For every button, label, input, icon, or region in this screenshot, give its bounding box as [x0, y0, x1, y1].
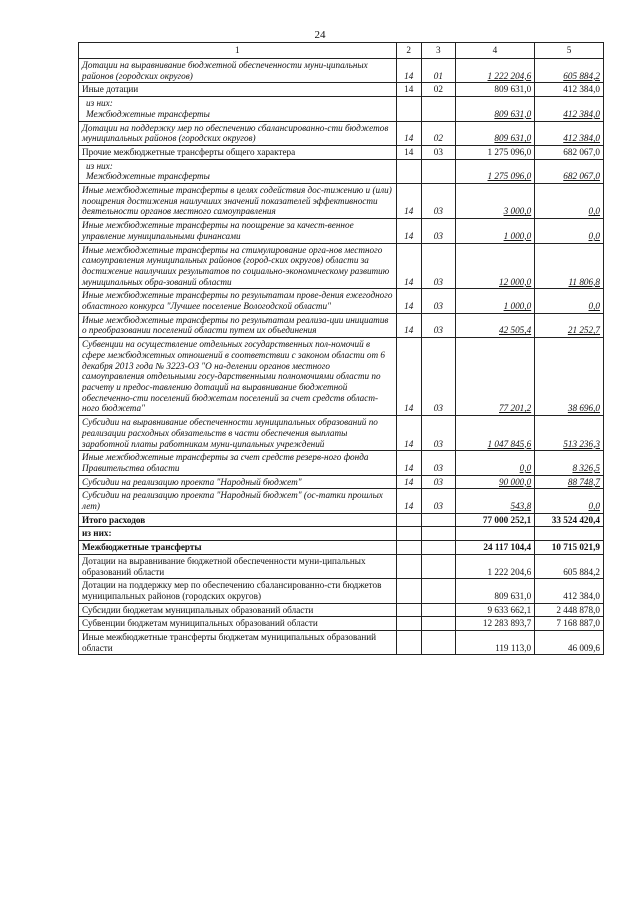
row-name: [79, 554, 397, 578]
column-header: 3: [421, 43, 455, 59]
row-plan-value: 809 631,0: [455, 579, 534, 603]
row-plan-value: 809 631,0: [455, 97, 534, 121]
row-fact-value: 11 806,8: [535, 243, 604, 289]
table-row: [79, 631, 604, 655]
row-section: [396, 603, 421, 617]
row-name-text: Субсидии на реализацию проекта "Народный бюджет": [82, 476, 302, 487]
row-plan-value: 543,8: [455, 489, 534, 513]
row-section: 14: [396, 289, 421, 313]
row-subsection: 03: [421, 489, 455, 513]
row-name: [79, 475, 397, 489]
row-name-text: Иные межбюджетные трансферты на стимулирование орга-нов местного самоуправления муниципальных районов (город-ских округов) области за достижение наилучших результатов по социально-экономическому развитию муниципальных обра-зований области: [82, 244, 390, 287]
row-name-text: Дотации на выравнивание бюджетной обеспеченности муни-ципальных образований области: [82, 555, 366, 577]
row-name-text: Дотации на выравнивание бюджетной обеспеченности муни-ципальных районов (городских округов): [82, 60, 368, 81]
row-name-text: Иные межбюджетные трансферты по результатам реализа-ции инициатив о преобразовании поселений области путем их объединения: [82, 314, 389, 336]
row-fact-value: 88 748,7: [535, 475, 604, 489]
row-subsection: [421, 631, 455, 655]
table-row: [79, 159, 604, 183]
row-plan-value: 77 000 252,1: [455, 513, 534, 527]
row-section: 14: [396, 145, 421, 159]
row-name-text: Иные межбюджетные трансферты за счет средств резерв-ного фонда Правительства области: [82, 452, 369, 473]
row-plan-value: 77 201,2: [455, 338, 534, 416]
row-fact-value: 0,0: [535, 219, 604, 243]
row-plan-value: 42 505,4: [455, 313, 534, 337]
table-row: [79, 475, 604, 489]
row-fact-value: [535, 527, 604, 541]
row-subsection: 03: [421, 416, 455, 451]
row-plan-value: 12 000,0: [455, 243, 534, 289]
row-section: 14: [396, 338, 421, 416]
table-header-row: [79, 43, 604, 59]
row-subsection: 03: [421, 243, 455, 289]
row-name: [79, 631, 397, 655]
row-name: [79, 59, 397, 83]
row-plan-value: [455, 527, 534, 541]
row-subsection: 02: [421, 83, 455, 97]
table-row: [79, 243, 604, 289]
row-section: 14: [396, 184, 421, 219]
row-section: [396, 97, 421, 121]
row-name: [79, 243, 397, 289]
row-name: [79, 159, 397, 183]
row-plan-value: 1 000,0: [455, 219, 534, 243]
row-name: [79, 527, 397, 541]
table-row: [79, 313, 604, 337]
table-row: [79, 145, 604, 159]
row-plan-value: 12 283 893,7: [455, 617, 534, 631]
table-row: [79, 121, 604, 145]
row-name-text: Иные межбюджетные трансферты бюджетам муниципальных образований области: [82, 632, 377, 653]
row-fact-value: 605 884,2: [535, 554, 604, 578]
row-fact-value: 33 524 420,4: [535, 513, 604, 527]
row-section: [396, 579, 421, 603]
row-name: [79, 97, 397, 121]
row-fact-value: 2 448 878,0: [535, 603, 604, 617]
row-section: [396, 554, 421, 578]
table-row: [79, 338, 604, 416]
table-row: [79, 541, 604, 555]
table-row: [79, 416, 604, 451]
row-name-text: Субвенции бюджетам муниципальных образований области: [82, 618, 318, 629]
row-name: [79, 579, 397, 603]
row-fact-value: 38 696,0: [535, 338, 604, 416]
row-section: [396, 527, 421, 541]
table-row: [79, 489, 604, 513]
row-plan-value: 24 117 104,4: [455, 541, 534, 555]
row-subsection: [421, 513, 455, 527]
row-subsection: [421, 603, 455, 617]
row-plan-value: 0,0: [455, 451, 534, 475]
row-fact-value: 605 884,2: [535, 59, 604, 83]
row-section: 14: [396, 219, 421, 243]
row-subsection: 03: [421, 451, 455, 475]
table-row: [79, 219, 604, 243]
row-plan-value: 3 000,0: [455, 184, 534, 219]
row-fact-value: 46 009,6: [535, 631, 604, 655]
page-number: 24: [314, 29, 326, 41]
row-plan-value: 1 222 204,6: [455, 554, 534, 578]
table-row: [79, 579, 604, 603]
row-fact-value: 412 384,0: [535, 97, 604, 121]
row-name-text: из них:: [82, 528, 112, 539]
row-section: [396, 159, 421, 183]
row-name: [79, 313, 397, 337]
budget-table: [78, 42, 604, 655]
row-name: [79, 617, 397, 631]
row-subsection: 03: [421, 313, 455, 337]
column-header: 2: [396, 43, 421, 59]
row-name-text: Иные межбюджетные трансферты в целях содействия дос-тижению и (или) поощрения достижения наилучших значений показателей эффективности деятельности органов местного самоуправления: [82, 185, 392, 217]
row-name-text: Иные дотации: [82, 84, 139, 95]
row-name: [79, 338, 397, 416]
row-subsection: [421, 554, 455, 578]
row-fact-value: 412 384,0: [535, 579, 604, 603]
row-plan-value: 1 000,0: [455, 289, 534, 313]
table-row: [79, 451, 604, 475]
row-subsection: [421, 527, 455, 541]
row-fact-value: 7 168 887,0: [535, 617, 604, 631]
row-section: 14: [396, 243, 421, 289]
row-name: [79, 541, 397, 555]
row-section: 14: [396, 416, 421, 451]
row-plan-value: 90 000,0: [455, 475, 534, 489]
row-fact-value: 21 252,7: [535, 313, 604, 337]
row-name-text: Субвенции на осуществление отдельных государственных пол-номочий в сфере межбюджетных отношений в соответствии с законом области от 6 декабря 2013 года № 3223-ОЗ "О на-делении органов местного самоуправления отдельными госу-дарственными полномочиями области по расчету и предос-тавлению дотаций на выравнивание бюджетной обеспеченно-сти поселений бюджетам поселений за счет средств област-ного бюджета": [82, 339, 385, 414]
row-section: [396, 513, 421, 527]
row-fact-value: 682 067,0: [535, 145, 604, 159]
row-plan-value: 809 631,0: [455, 83, 534, 97]
row-name-subtext: Межбюджетные трансферты: [86, 171, 210, 182]
column-header: 5: [535, 43, 604, 59]
row-subsection: 03: [421, 475, 455, 489]
row-section: 14: [396, 313, 421, 337]
row-fact-value: 0,0: [535, 184, 604, 219]
row-name-text: Итого расходов: [82, 514, 146, 525]
table-row: [79, 527, 604, 541]
row-name: [79, 489, 397, 513]
row-subsection: 03: [421, 145, 455, 159]
row-name-text: Субсидии на реализацию проекта "Народный бюджет" (ос-татки прошлых лет): [82, 490, 383, 512]
row-fact-value: 8 326,5: [535, 451, 604, 475]
row-name-text: Межбюджетные трансферты: [82, 542, 202, 553]
row-section: 14: [396, 489, 421, 513]
row-fact-value: 10 715 021,9: [535, 541, 604, 555]
row-plan-value: 1 275 096,0: [455, 159, 534, 183]
row-name: [79, 416, 397, 451]
row-plan-value: 1 275 096,0: [455, 145, 534, 159]
row-subsection: 03: [421, 219, 455, 243]
row-subsection: 02: [421, 121, 455, 145]
row-section: 14: [396, 475, 421, 489]
row-section: [396, 631, 421, 655]
table-row: [79, 97, 604, 121]
row-name: [79, 219, 397, 243]
row-subsection: 03: [421, 289, 455, 313]
column-header: 1: [79, 43, 397, 59]
row-name-text: Дотации на поддержку мер по обеспечению сбалансированно-сти бюджетов муниципальных районов (городских округов): [82, 580, 382, 601]
row-name-text: из них:: [86, 160, 113, 171]
table-row: [79, 289, 604, 313]
row-name: [79, 83, 397, 97]
row-plan-value: 119 113,0: [455, 631, 534, 655]
row-name: [79, 513, 397, 527]
row-fact-value: 412 384,0: [535, 83, 604, 97]
row-subsection: [421, 541, 455, 555]
row-name-text: Прочие межбюджетные трансферты общего характера: [82, 146, 296, 157]
row-name-text: Субсидии на выравнивание обеспеченности муниципальных образований по реализации расходных обязательств в части обеспечения выплаты заработной платы работникам муни-ципальных учреждений: [82, 417, 378, 449]
row-plan-value: 9 633 662,1: [455, 603, 534, 617]
row-name-text: Субсидии бюджетам муниципальных образований области: [82, 604, 314, 615]
row-plan-value: 1 047 845,6: [455, 416, 534, 451]
row-name: [79, 603, 397, 617]
row-section: [396, 541, 421, 555]
table-row: [79, 603, 604, 617]
row-name: [79, 121, 397, 145]
row-section: 14: [396, 59, 421, 83]
row-name-text: Дотации на поддержку мер по обеспечению сбалансированно-сти бюджетов муниципальных районов (городских округов): [82, 122, 389, 144]
row-fact-value: 513 236,3: [535, 416, 604, 451]
row-name: [79, 451, 397, 475]
row-name: [79, 145, 397, 159]
row-fact-value: 412 384,0: [535, 121, 604, 145]
row-name-text: Иные межбюджетные трансферты на поощрение за качест-венное управление муниципальными финансами: [82, 220, 354, 241]
row-subsection: [421, 97, 455, 121]
row-subsection: 03: [421, 184, 455, 219]
row-fact-value: 0,0: [535, 489, 604, 513]
table-row: [79, 513, 604, 527]
column-header: 4: [455, 43, 534, 59]
row-fact-value: 0,0: [535, 289, 604, 313]
row-section: 14: [396, 83, 421, 97]
row-subsection: 01: [421, 59, 455, 83]
row-section: 14: [396, 121, 421, 145]
row-fact-value: 682 067,0: [535, 159, 604, 183]
row-subsection: [421, 579, 455, 603]
row-subsection: 03: [421, 338, 455, 416]
table-row: [79, 83, 604, 97]
row-subsection: [421, 159, 455, 183]
row-name: [79, 184, 397, 219]
row-subsection: [421, 617, 455, 631]
table-row: [79, 617, 604, 631]
row-name-text: из них:: [86, 98, 113, 109]
row-section: 14: [396, 451, 421, 475]
table-row: [79, 59, 604, 83]
row-name-subtext: Межбюджетные трансферты: [86, 108, 210, 119]
row-plan-value: 809 631,0: [455, 121, 534, 145]
row-plan-value: 1 222 204,6: [455, 59, 534, 83]
table-row: [79, 184, 604, 219]
row-name: [79, 289, 397, 313]
row-section: [396, 617, 421, 631]
row-name-text: Иные межбюджетные трансферты по результатам прове-дения ежегодного областного конкурса "Лучшее поселение Вологодской области": [82, 290, 393, 312]
table-row: [79, 554, 604, 578]
